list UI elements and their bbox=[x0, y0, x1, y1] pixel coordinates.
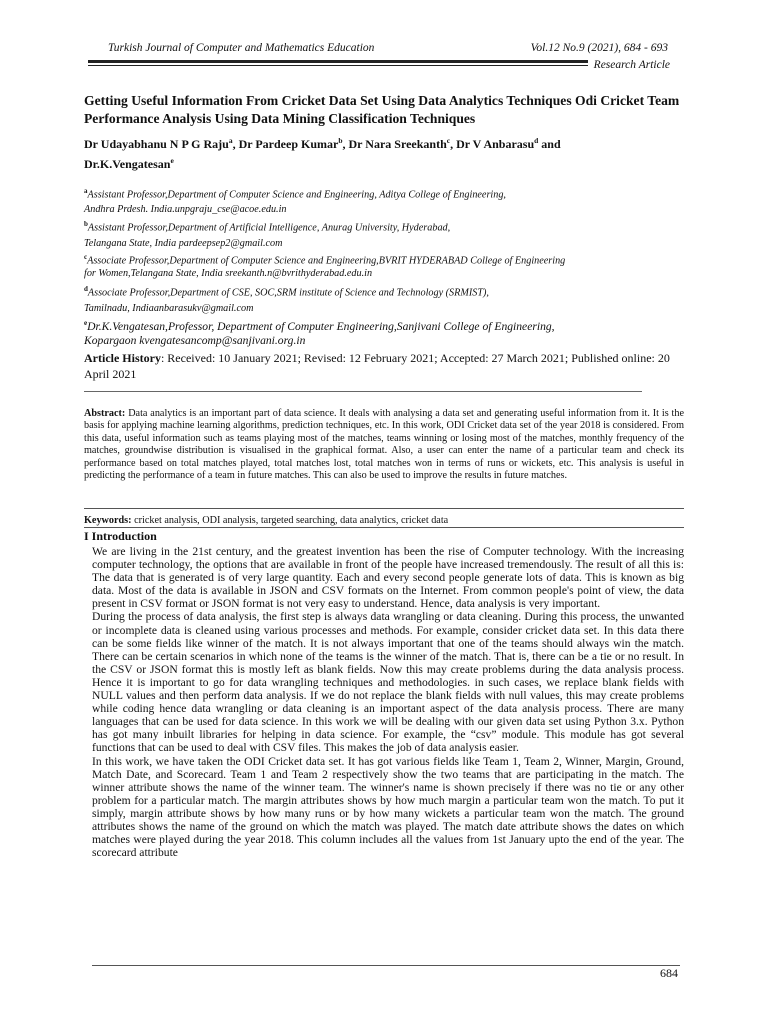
divider bbox=[84, 391, 642, 392]
divider bbox=[84, 508, 684, 509]
affiliation: $^b$Assistant Professor,Department of Artificial Intelligence, Anurag University, Hyderabad, Telangana State, India pardeepsep2@gmail.com bbox=[84, 220, 451, 249]
affiliation: $^c$Associate Professor,Department of Computer Science and Engineering,BVRIT HYDERABAD College of Engineering for Women,Telangana State, India sreekanth.n@bvrithyderabad.edu.in bbox=[84, 252, 566, 279]
article-type: Research Article bbox=[588, 59, 670, 71]
divider bbox=[84, 527, 684, 528]
volume-info: Vol.12 No.9 (2021), 684 - 693 bbox=[530, 42, 668, 54]
author-list bbox=[84, 133, 684, 172]
paragraph: In this work, we have taken the ODI Cricket data set. It has got various fields like Team 1, Team 2, Winner, Margin, Ground, Match Date, and Scorecard. Team 1 and Team 2 respectively show the two teams that are participating in the match. The winner attribute shows the name of the winner team. The winner's name is shown precisely if there was no tie or any other problem for a particular match. The margin attributes shows by how much margin a particular team won the match. To put it simply, margin attribute shows by how many runs or by how many wickets a particular team won the match. The ground attributes shows the name of the ground on which the match was played. The match date attribute shows the dates on which matches were played during the year 2018. This column includes all the values from 1st January upto the end of the year. The scorecard attribute bbox=[92, 754, 684, 860]
affiliation: $^e$Dr.K.Vengatesan,Professor, Department of Computer Engineering,Sanjivani College of Engineering, Kopargaon kvengatesancomp@sanjivani.org.in bbox=[84, 318, 555, 348]
paper-title: Getting Useful Information From Cricket Data Set Using Data Analytics Techniques Odi Cricket Team Performance Analysis Using Data Mining Classification Techniques bbox=[84, 93, 680, 126]
affiliations bbox=[84, 184, 684, 348]
introduction-body bbox=[92, 545, 684, 859]
section-heading: I Introduction bbox=[84, 529, 157, 543]
author: Dr V Anbarasu$^d$ and bbox=[456, 136, 561, 151]
footer-rule bbox=[92, 965, 680, 966]
author: Dr Udayabhanu N P G Raju$^a$, bbox=[84, 136, 239, 151]
paragraph: We are living in the 21st century, and the greatest invention has been the rise of Computer technology. With the increasing computer technology, the options that are available in front of the people have increased tremendously. The result of all this is: The data that is generated is of very large quantity. Each and every second people generate lots of data. This is known as big data. Most of the data is available in JSON and CSV formats on the Internet. From common people's point of view, the data present in CSV format or JSON format is not very easy to understand. Hence, data analysis is very important. bbox=[92, 545, 684, 611]
header-rule-thin bbox=[88, 65, 670, 66]
keywords: Keywords: cricket analysis, ODI analysis, targeted searching, data analytics, cricket data bbox=[84, 515, 449, 526]
affiliation: $^d$Associate Professor,Department of CSE, SOC,SRM institute of Science and Technology (SRMIST), Tamilnadu, Indiaanbarasukv@gmail.com bbox=[84, 285, 489, 314]
article-history: Article History: Received: 10 January 2021; Revised: 12 February 2021; Accepted: 27 March 2021; Published online: 20 April 2021 bbox=[84, 351, 670, 381]
author: Dr Nara Sreekanth$^c$, bbox=[348, 136, 457, 151]
page-number: 684 bbox=[660, 966, 678, 980]
author: Dr Pardeep Kumar$^b$, bbox=[238, 136, 349, 151]
abstract: Abstract: Data analytics is an important part of data science. It deals with analysing a data set and generating useful information from it. It is the basis for applying machine learning algorithms, prediction techniques, etc. In this work, ODI Cricket data set of the year 2018 is considered. From this data, useful information such as teams playing most of the matches, teams winning or losing most of the matches, monthly frequency of the matches, groundwise distribution is visualised in the graphical format. Also, a user can enter the name of a particular team and check its performance based on total matches played, total matches lost, total matches won in terms of runs or wickets, etc. This analysis is useful in predicting the performance of a team in future matches. This can also be used to improve the results in future matches. bbox=[84, 408, 684, 482]
paragraph: During the process of data analysis, the first step is always data wrangling or data cleaning. During this process, the unwanted or incomplete data is cleaned using various processes and methods. For example, consider cricket data set. In this data there can be some fields like winner of the match. It is not always important that one of the teams should always win the match. There can be certain scenarios in which none of the teams is the winner of the match. That is, there can be a tie or no result. In the CSV or JSON format this is mostly left as blank fields. Now this may create problems during the data analysis process. Hence it is important to go for data wrangling techniques and methodologies. in such cases, we replace blank fields with NULL values and then perform data analysis. If we do not replace the blank fields with null values, this may create problems while coding hence data wrangling or data cleaning is an important aspect of the data analysis process. There are many languages that can be used for data science. In this work we will be dealing with our given data set using Python 3.x. Python has got many inbuilt libraries for helping in data science. For example, the “csv” module. This module has got several functions that can be used to deal with CSV files. This makes the job of data analysis easier. bbox=[92, 610, 684, 755]
journal-name: Turkish Journal of Computer and Mathematics Education bbox=[108, 42, 375, 54]
header-rule bbox=[88, 60, 670, 63]
author: Dr.K.Vengatesan$^e$ bbox=[84, 155, 174, 171]
affiliation: $^a$Assistant Professor,Department of Computer Science and Engineering, Aditya College of Engineering, Andhra Prdesh. India.unpgraju_cse@acoe.edu.in bbox=[84, 187, 506, 216]
